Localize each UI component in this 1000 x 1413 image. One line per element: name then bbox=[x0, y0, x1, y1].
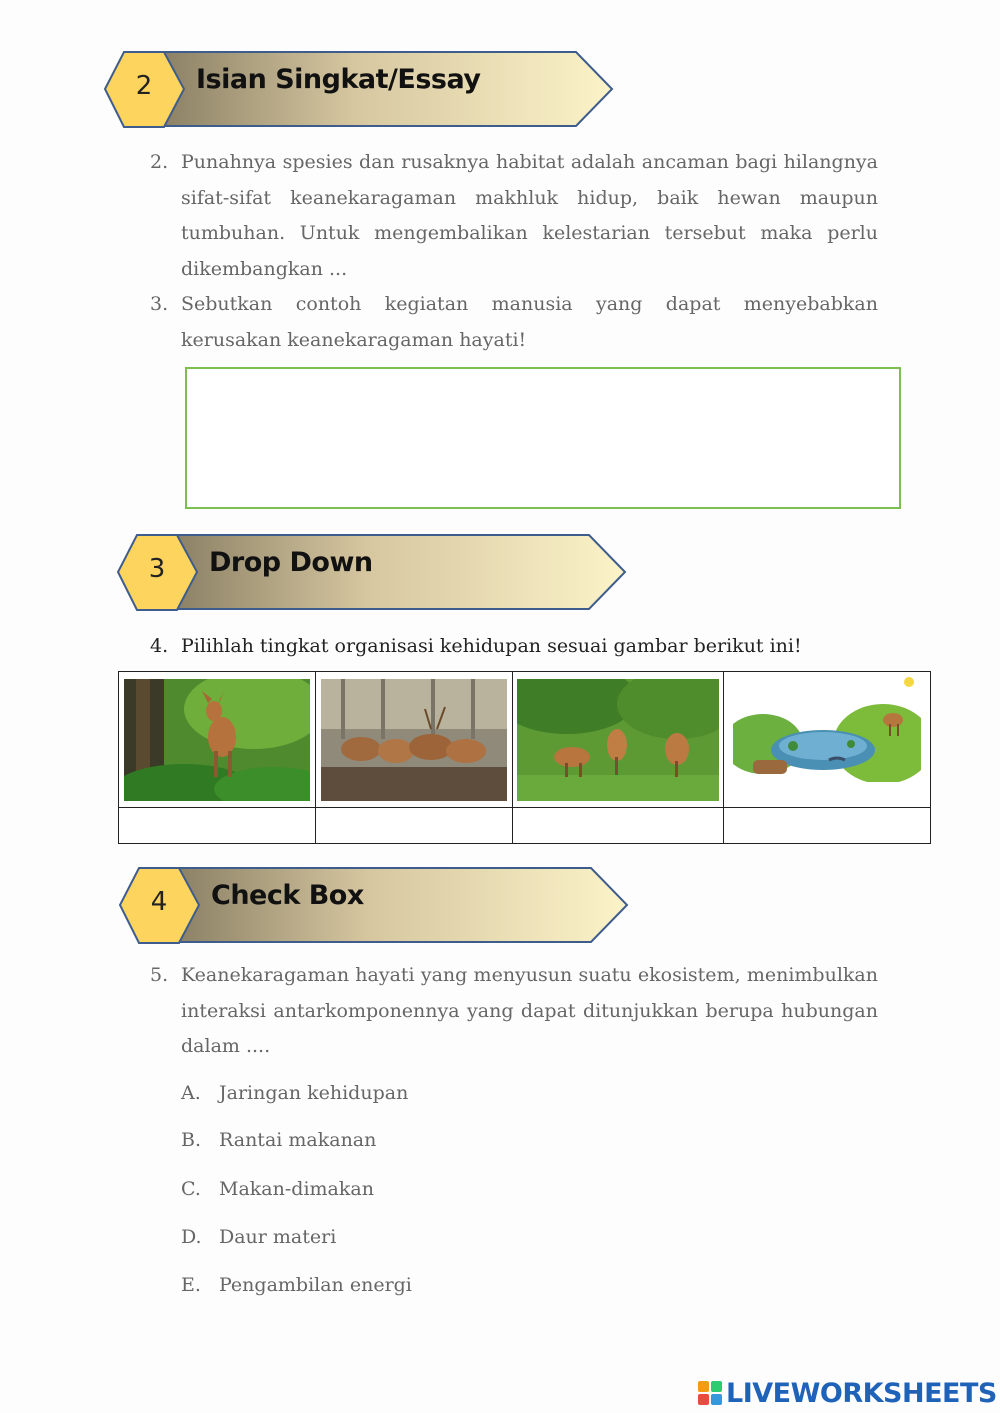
question-text: Keanekaragaman hayati yang menyusun suatu ekosistem, menimbulkan interaksi antarkomponennya yang dapat ditunjukkan berupa hubungan dalam .... bbox=[181, 964, 878, 1057]
section-banner-dropdown bbox=[117, 533, 629, 613]
single-deer-photo bbox=[124, 679, 310, 801]
banner-shape bbox=[117, 533, 629, 613]
option-letter: B. bbox=[181, 1129, 202, 1151]
image-dropdown-table bbox=[118, 671, 931, 844]
deer-herd-photo bbox=[321, 679, 507, 801]
question-text: Sebutkan contoh kegiatan manusia yang dapat menyebabkan kerusakan keanekaragaman hayati! bbox=[181, 293, 878, 351]
logo-text: LIVEWORKSHEETS bbox=[726, 1377, 997, 1409]
pond-ecosystem-illustration bbox=[733, 674, 921, 782]
section-title: Check Box bbox=[211, 880, 364, 911]
option-text: Daur materi bbox=[219, 1226, 337, 1248]
liveworksheets-logo bbox=[698, 1378, 997, 1408]
deer-group-grazing-photo bbox=[517, 679, 719, 801]
image-cell bbox=[513, 672, 724, 808]
image-cell bbox=[316, 672, 513, 808]
option-a[interactable] bbox=[181, 1082, 408, 1104]
option-text: Rantai makanan bbox=[219, 1129, 377, 1151]
image-cell bbox=[724, 672, 931, 808]
option-text: Pengambilan energi bbox=[219, 1274, 412, 1296]
banner-shape bbox=[119, 866, 631, 946]
dropdown-select-4[interactable] bbox=[724, 808, 931, 844]
option-d[interactable] bbox=[181, 1226, 336, 1248]
section-title: Isian Singkat/Essay bbox=[196, 64, 481, 95]
option-letter: D. bbox=[181, 1226, 202, 1248]
question-number: 2. bbox=[150, 151, 169, 173]
option-letter: E. bbox=[181, 1274, 201, 1296]
option-b[interactable] bbox=[181, 1129, 376, 1151]
option-letter: C. bbox=[181, 1178, 201, 1200]
question-number: 3. bbox=[150, 293, 169, 315]
dropdown-select-2[interactable] bbox=[316, 808, 513, 844]
option-text: Makan-dimakan bbox=[219, 1178, 374, 1200]
section-number: 2 bbox=[135, 71, 153, 101]
logo-icon bbox=[698, 1381, 722, 1405]
question-number: 5. bbox=[150, 964, 169, 986]
question-text: Punahnya spesies dan rusaknya habitat adalah ancaman bagi hilangnya sifat-sifat keanekaragaman makhluk hidup, baik hewan maupun tumbuhan. Untuk mengembalikan kelestarian tersebut maka perlu dikembangkan ... bbox=[181, 151, 878, 280]
dropdown-select-3[interactable] bbox=[513, 808, 724, 844]
section-title: Drop Down bbox=[209, 547, 373, 578]
section-number: 4 bbox=[150, 887, 168, 917]
image-cell bbox=[119, 672, 316, 808]
dropdown-select-1[interactable] bbox=[119, 808, 316, 844]
question-number: 4. bbox=[150, 635, 169, 657]
option-text: Jaringan kehidupan bbox=[219, 1082, 409, 1104]
option-c[interactable] bbox=[181, 1178, 374, 1200]
section-banner-checkbox bbox=[119, 866, 631, 946]
section-banner-essay bbox=[104, 50, 616, 130]
essay-answer-input[interactable] bbox=[185, 367, 901, 509]
option-letter: A. bbox=[181, 1082, 201, 1104]
question-text: Pilihlah tingkat organisasi kehidupan sesuai gambar berikut ini! bbox=[181, 635, 802, 657]
section-number: 3 bbox=[148, 554, 166, 584]
option-e[interactable] bbox=[181, 1274, 412, 1296]
